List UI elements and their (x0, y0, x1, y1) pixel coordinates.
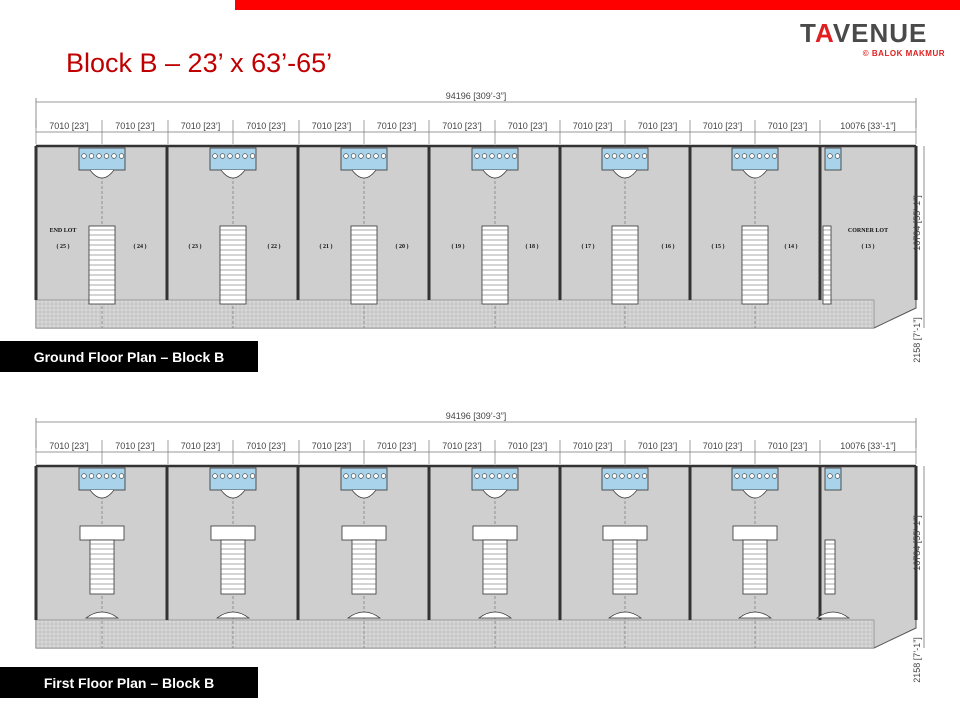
sanitary-fixture (750, 154, 755, 159)
sanitary-fixture (635, 154, 640, 159)
sanitary-fixture (351, 154, 356, 159)
sanitary-fixture (828, 154, 833, 159)
walkway-strip (36, 620, 874, 648)
unit-number-label: ( 21 ) (319, 244, 333, 250)
sanitary-fixture (220, 154, 225, 159)
depth-dimension-label: 16784 [55’-1”] (912, 195, 922, 251)
sanitary-fixture (89, 474, 94, 479)
sanitary-fixture (765, 474, 770, 479)
sanitary-fixture (627, 474, 632, 479)
ground-floor-caption: Ground Floor Plan – Block B (0, 341, 258, 372)
sanitary-fixture (82, 154, 87, 159)
sanitary-fixture (742, 154, 747, 159)
overall-dimension-label: 94196 [309’-3”] (445, 91, 507, 101)
sanitary-fixture (475, 474, 480, 479)
sanitary-fixture (772, 154, 777, 159)
corner-lot-label: CORNER LOT (847, 228, 889, 234)
sanitary-fixture (366, 154, 371, 159)
sanitary-fixture (642, 154, 647, 159)
wet-area (210, 148, 256, 170)
tavenue-logo (800, 18, 945, 58)
sanitary-fixture (97, 474, 102, 479)
party-wall (559, 146, 562, 300)
sanitary-fixture (104, 154, 109, 159)
bay-dimension-label: 7010 [23’] (572, 441, 613, 451)
wet-area (210, 468, 256, 490)
page-title: Block B – 23’ x 63’-65’ (66, 48, 333, 78)
sanitary-fixture (612, 154, 617, 159)
staircase (483, 540, 507, 594)
sanitary-fixture (490, 474, 495, 479)
bay-dimension-label: 7010 [23’] (442, 121, 482, 131)
sanitary-fixture (344, 154, 349, 159)
sanitary-fixture (243, 154, 248, 159)
sanitary-fixture (366, 474, 371, 479)
wet-area (79, 148, 125, 170)
party-wall (689, 146, 692, 300)
sanitary-fixture (765, 154, 770, 159)
sanitary-fixture (228, 474, 233, 479)
party-wall (819, 146, 822, 300)
logo-subtitle: © BALOK MAKMUR (862, 49, 945, 58)
wet-area (341, 148, 387, 170)
sanitary-fixture (620, 154, 625, 159)
party-wall (297, 146, 300, 300)
wet-area (341, 468, 387, 490)
wet-area (472, 468, 518, 490)
bay-dimension-label: 7010 [23’] (702, 121, 743, 131)
sanitary-fixture (374, 154, 379, 159)
party-wall (166, 146, 169, 300)
unit-number-label: ( 15 ) (711, 244, 725, 250)
end-lot-label: END LOT (49, 228, 77, 234)
sanitary-fixture (497, 474, 502, 479)
unit-number-label: ( 16 ) (661, 244, 675, 250)
sanitary-fixture (490, 154, 495, 159)
sanitary-fixture (89, 154, 94, 159)
wet-area (732, 468, 778, 490)
sanitary-fixture (482, 154, 487, 159)
sanitary-fixture (742, 474, 747, 479)
sanitary-fixture (612, 474, 617, 479)
unit-number-label: ( 13 ) (861, 244, 875, 250)
unit-number-label: ( 19 ) (451, 244, 465, 250)
bay-dimension-label: 7010 [23’] (767, 121, 808, 131)
bay-dimension-label: 7010 [23’] (442, 441, 482, 451)
sanitary-fixture (359, 154, 364, 159)
wet-area (602, 148, 648, 170)
wet-area (825, 468, 841, 490)
party-wall (35, 146, 38, 300)
stair-landing (473, 526, 517, 540)
wet-area (79, 468, 125, 490)
stair-landing (603, 526, 647, 540)
unit-number-label: ( 22 ) (267, 244, 281, 250)
sanitary-fixture (351, 474, 356, 479)
bay-dimension-label: 7010 [23’] (180, 121, 221, 131)
top-red-stripe (235, 0, 960, 10)
sanitary-fixture (82, 474, 87, 479)
bay-dimension-label: 7010 [23’] (637, 441, 678, 451)
bay-dimension-label: 7010 [23’] (115, 121, 155, 131)
stair-landing (733, 526, 777, 540)
stair-landing (80, 526, 124, 540)
sanitary-fixture (482, 474, 487, 479)
sanitary-fixture (381, 474, 386, 479)
bay-dimension-label: 7010 [23’] (115, 441, 155, 451)
sanitary-fixture (250, 474, 255, 479)
unit-number-label: ( 23 ) (188, 244, 202, 250)
sanitary-fixture (505, 474, 510, 479)
logo-wordmark: TAVENUE (800, 18, 928, 48)
sanitary-fixture (381, 154, 386, 159)
staircase (825, 540, 835, 594)
sanitary-fixture (750, 474, 755, 479)
sanitary-fixture (359, 474, 364, 479)
sanitary-fixture (220, 474, 225, 479)
sanitary-fixture (112, 474, 117, 479)
sanitary-fixture (835, 154, 840, 159)
party-wall (428, 146, 431, 300)
sanitary-fixture (620, 474, 625, 479)
staircase (352, 540, 376, 594)
stair-landing (342, 526, 386, 540)
sanitary-fixture (119, 474, 124, 479)
setback-dimension-label: 2158 [7’-1”] (912, 637, 922, 683)
sanitary-fixture (119, 154, 124, 159)
unit-number-label: ( 20 ) (395, 244, 409, 250)
bay-dimension-label: 7010 [23’] (572, 121, 613, 131)
first-floor-caption: First Floor Plan – Block B (0, 667, 258, 698)
bay-dimension-label: 7010 [23’] (637, 121, 678, 131)
bay-dimension-label: 7010 [23’] (49, 441, 89, 451)
bay-dimension-label: 10076 [33’-1”] (840, 441, 896, 451)
party-wall (559, 466, 562, 620)
bay-dimension-label: 7010 [23’] (311, 441, 352, 451)
sanitary-fixture (757, 154, 762, 159)
sanitary-fixture (374, 474, 379, 479)
unit-number-label: ( 24 ) (133, 244, 147, 250)
unit-number-label: ( 17 ) (581, 244, 595, 250)
bay-dimension-label: 7010 [23’] (180, 441, 221, 451)
sanitary-fixture (735, 154, 740, 159)
wet-area (472, 148, 518, 170)
sanitary-fixture (243, 474, 248, 479)
sanitary-fixture (635, 474, 640, 479)
bay-dimension-label: 7010 [23’] (311, 121, 352, 131)
party-wall (166, 466, 169, 620)
stair-landing (211, 526, 255, 540)
bay-dimension-label: 7010 [23’] (246, 441, 286, 451)
sanitary-fixture (213, 474, 218, 479)
sanitary-fixture (235, 154, 240, 159)
sanitary-fixture (97, 154, 102, 159)
sanitary-fixture (605, 474, 610, 479)
staircase (613, 540, 637, 594)
sanitary-fixture (512, 154, 517, 159)
party-wall (819, 466, 822, 620)
sanitary-fixture (772, 474, 777, 479)
bay-dimension-label: 7010 [23’] (507, 121, 548, 131)
wet-area (602, 468, 648, 490)
party-wall (689, 466, 692, 620)
sanitary-fixture (497, 154, 502, 159)
bay-dimension-label: 7010 [23’] (507, 441, 548, 451)
sanitary-fixture (642, 474, 647, 479)
sanitary-fixture (344, 474, 349, 479)
setback-dimension-label: 2158 [7’-1”] (912, 317, 922, 363)
top-accent-bar (0, 0, 960, 10)
sanitary-fixture (228, 154, 233, 159)
sanitary-fixture (250, 154, 255, 159)
sanitary-fixture (735, 474, 740, 479)
unit-number-label: ( 14 ) (784, 244, 798, 250)
sanitary-fixture (512, 474, 517, 479)
sanitary-fixture (213, 154, 218, 159)
sanitary-fixture (104, 474, 109, 479)
sanitary-fixture (757, 474, 762, 479)
wet-area (732, 148, 778, 170)
sanitary-fixture (605, 154, 610, 159)
sanitary-fixture (835, 474, 840, 479)
staircase (221, 540, 245, 594)
staircase (90, 540, 114, 594)
bay-dimension-label: 7010 [23’] (246, 121, 286, 131)
staircase (743, 540, 767, 594)
bay-dimension-label: 7010 [23’] (49, 121, 89, 131)
party-wall (297, 466, 300, 620)
unit-number-label: ( 25 ) (56, 244, 70, 250)
overall-dimension-label: 94196 [309’-3”] (445, 411, 507, 421)
wet-area (825, 148, 841, 170)
bay-dimension-label: 7010 [23’] (376, 441, 417, 451)
sanitary-fixture (112, 154, 117, 159)
sanitary-fixture (828, 474, 833, 479)
sanitary-fixture (475, 154, 480, 159)
sanitary-fixture (235, 474, 240, 479)
bay-dimension-label: 10076 [33’-1”] (840, 121, 896, 131)
unit-number-label: ( 18 ) (525, 244, 539, 250)
sanitary-fixture (627, 154, 632, 159)
bay-dimension-label: 7010 [23’] (376, 121, 417, 131)
party-wall (35, 466, 38, 620)
sanitary-fixture (505, 154, 510, 159)
depth-dimension-label: 16784 [55’-1”] (912, 515, 922, 571)
party-wall (428, 466, 431, 620)
bay-dimension-label: 7010 [23’] (767, 441, 808, 451)
bay-dimension-label: 7010 [23’] (702, 441, 743, 451)
